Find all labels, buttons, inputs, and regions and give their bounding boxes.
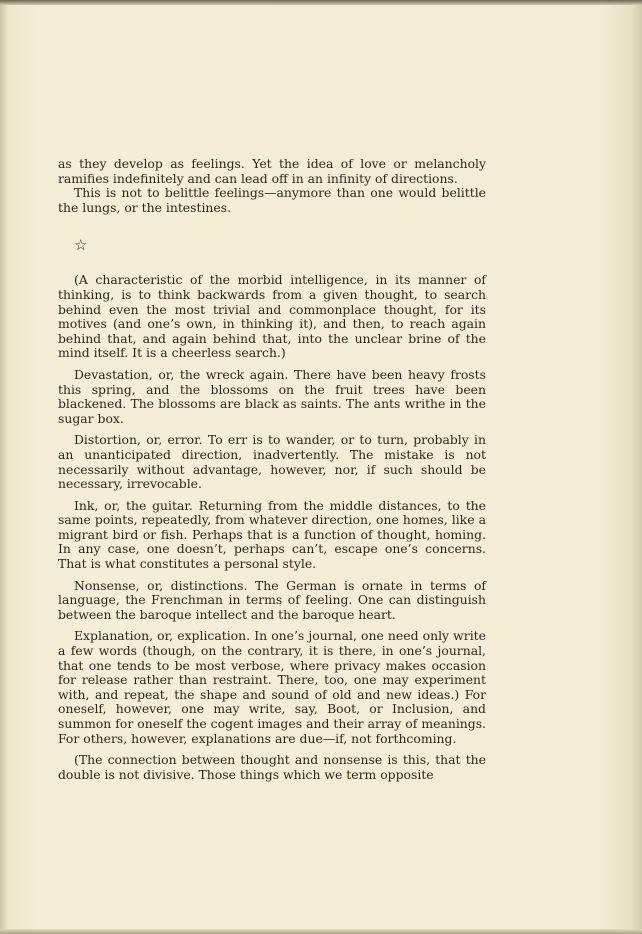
page-bottom-edge: [0, 929, 642, 934]
paragraph-morbid-intelligence: (A characteristic of the morbid intelligence, in its manner of thinking, is to think backwards from a given thought, to search behind even the most trivial and commonplace thought, for its motives (and one’s own, in thinking it), and then, to reach again behind that, and again behind that, into the unclear brine of the mind itself. It is a cheerless search.): [58, 272, 486, 361]
page-top-edge: [0, 0, 642, 5]
paragraph-continuation: as they develop as feelings. Yet the idea of love or melancholy ramifies indefinitely and can lead off in an infinity of directions.: [58, 156, 486, 186]
paragraph-connection: (The connection between thought and nonsense is this, that the double is not divisive. Those things which we term opposite: [58, 752, 486, 782]
paragraph-explanation: Explanation, or, explication. In one’s journal, one need only write a few words (though, on the contrary, it is there, in one’s journal, that one tends to be most verbose, where privacy makes occasion for release rather than restraint. There, too, one may experiment with, and repeat, the shape and sound of old and new ideas.) For oneself, however, one may write, say, Boot, or Inclusion, and summon for oneself the cogent images and their array of meanings. For others, however, explanations are due—if, not forthcoming.: [58, 628, 486, 746]
paragraph-distortion: Distortion, or, error. To err is to wander, or to turn, probably in an unanticipated direction, inadvertently. The mistake is not necessarily without advantage, however, nor, if such should be necessary, irrevocable.: [58, 432, 486, 492]
page-body: [58, 157, 486, 789]
paragraph-devastation: Devastation, or, the wreck again. There have been heavy frosts this spring, and the blossoms on the fruit trees have been blackened. The blossoms are black as saints. The ants writhe in the sugar box.: [58, 366, 486, 426]
paragraph-ink: Ink, or, the guitar. Returning from the middle distances, to the same points, repeatedly, from whatever direction, one homes, like a migrant bird or fish. Perhaps that is a function of thought, homing. In any case, one doesn’t, perhaps can’t, escape one’s concerns. That is what constitutes a personal style.: [58, 497, 486, 572]
paragraph-belittle: This is not to belittle feelings—anymore than one would belittle the lungs, or the intestines.: [58, 185, 486, 215]
star-icon: ☆: [74, 236, 88, 255]
paragraph-nonsense: Nonsense, or, distinctions. The German is ornate in terms of language, the Frenchman in terms of feeling. One can distinguish between the baroque intellect and the baroque heart.: [58, 577, 486, 622]
